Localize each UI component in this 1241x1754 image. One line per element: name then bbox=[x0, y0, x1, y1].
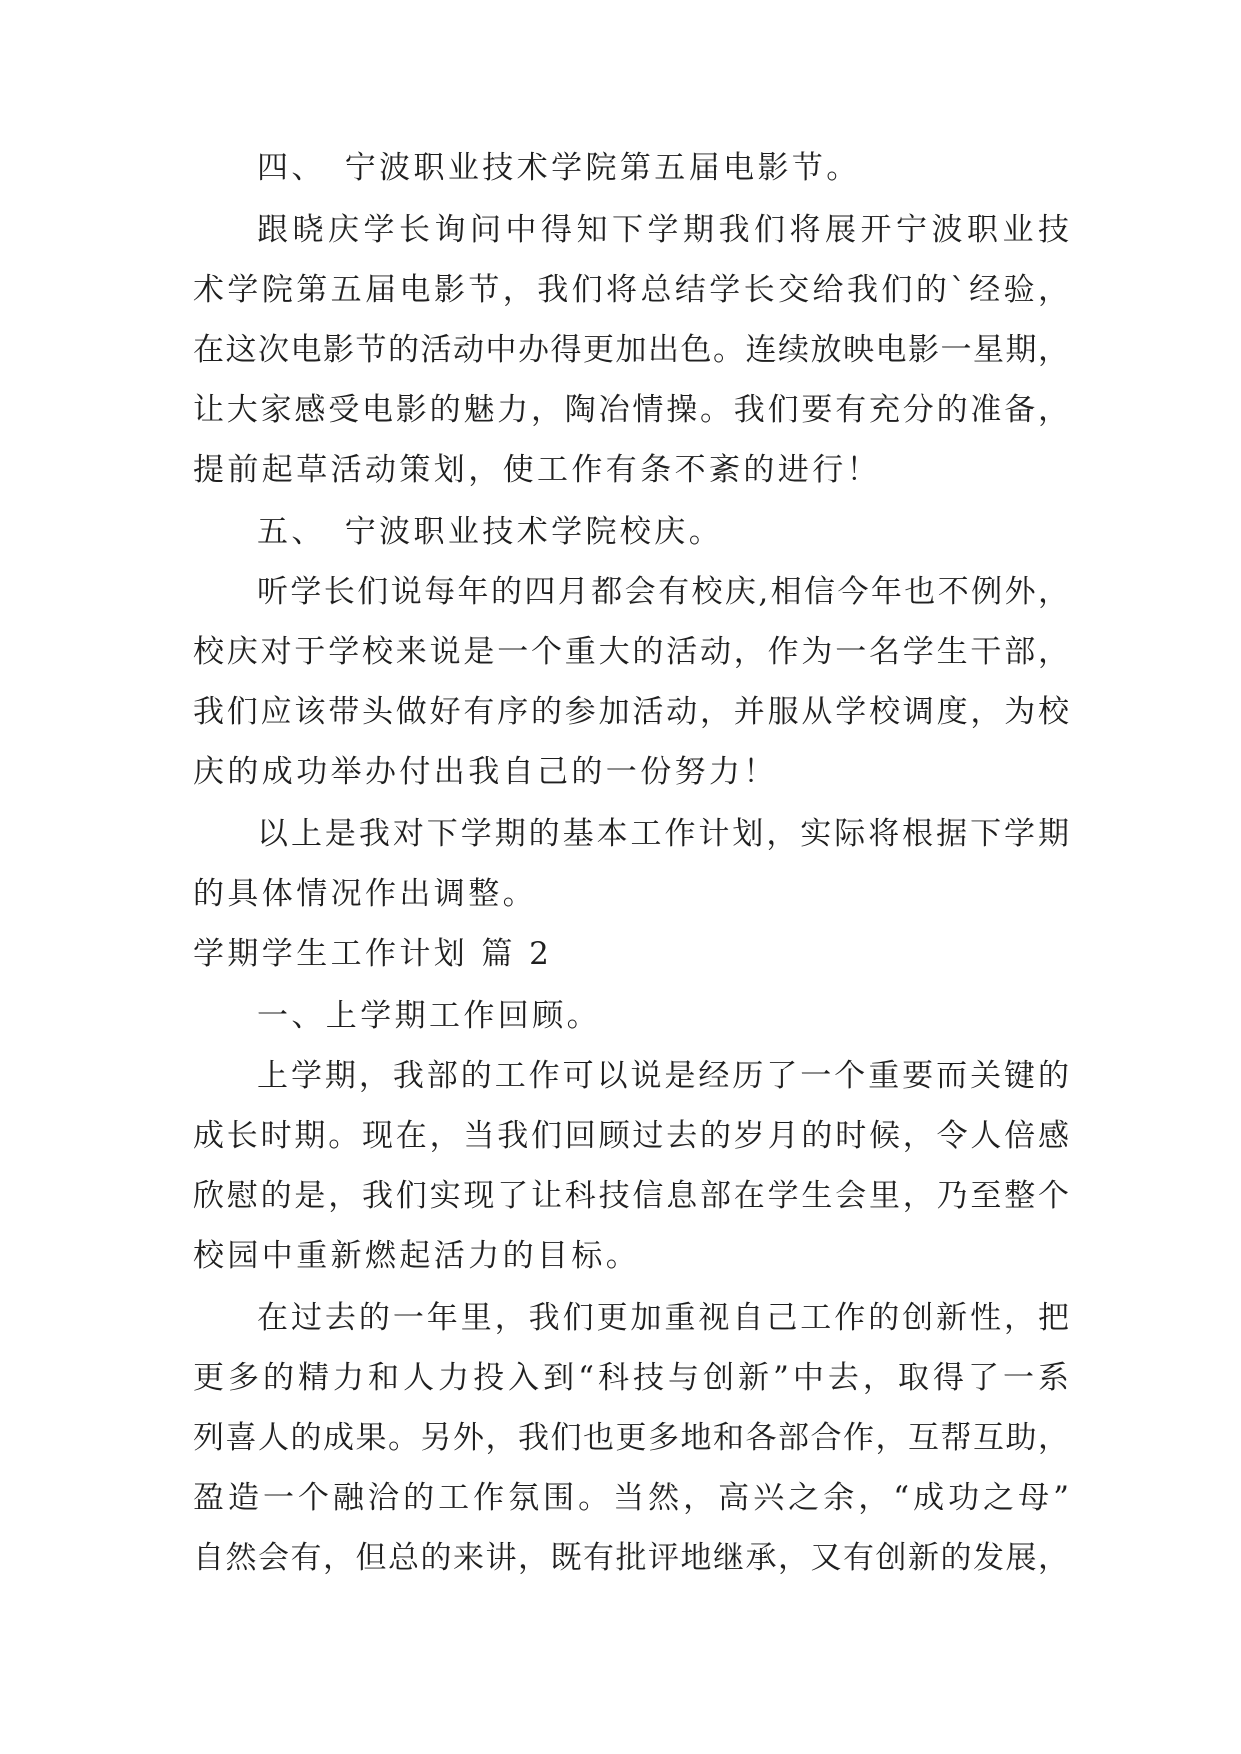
section-heading-review: 一、上学期工作回顾。 bbox=[257, 998, 601, 1034]
paragraph-line: 让大家感受电影的魅力，陶冶情操。我们要有充分的准备， bbox=[193, 392, 1069, 428]
section-heading-anniversary: 五、 宁波职业技术学院校庆。 bbox=[257, 514, 724, 550]
paragraph-line: 术学院第五届电影节，我们将总结学长交给我们的`经验， bbox=[193, 272, 1069, 308]
paragraph-line: 盈造一个融洽的工作氛围。当然，高兴之余，“成功之母” bbox=[193, 1480, 1069, 1516]
paragraph-line: 校庆对于学校来说是一个重大的活动，作为一名学生干部， bbox=[193, 634, 1069, 670]
paragraph-line: 上学期，我部的工作可以说是经历了一个重要而关键的 bbox=[257, 1058, 1069, 1094]
paragraph-line: 庆的成功举办付出我自己的一份努力！ bbox=[193, 754, 778, 790]
paragraph-line: 列喜人的成果。另外，我们也更多地和各部合作，互帮互助， bbox=[193, 1420, 1069, 1456]
paragraph-line: 以上是我对下学期的基本工作计划，实际将根据下学期 bbox=[257, 816, 1069, 852]
paragraph-line: 在过去的一年里，我们更加重视自己工作的创新性，把 bbox=[257, 1300, 1069, 1336]
document-subtitle: 学期学生工作计划 篇 2 bbox=[193, 936, 553, 972]
paragraph-line: 跟晓庆学长询问中得知下学期我们将展开宁波职业技 bbox=[257, 212, 1069, 248]
paragraph-line: 成长时期。现在，当我们回顾过去的岁月的时候，令人倍感 bbox=[193, 1118, 1069, 1154]
paragraph-line: 在这次电影节的活动中办得更加出色。连续放映电影一星期， bbox=[193, 332, 1069, 368]
paragraph-line: 我们应该带头做好有序的参加活动，并服从学校调度，为校 bbox=[193, 694, 1069, 730]
paragraph-line: 更多的精力和人力投入到“科技与创新”中去，取得了一系 bbox=[193, 1360, 1069, 1396]
paragraph-line: 提前起草活动策划，使工作有条不紊的进行！ bbox=[193, 452, 881, 488]
paragraph-line: 校园中重新燃起活力的目标。 bbox=[193, 1238, 641, 1274]
paragraph-line: 听学长们说每年的四月都会有校庆,相信今年也不例外， bbox=[257, 574, 1069, 610]
paragraph-line: 欣慰的是，我们实现了让科技信息部在学生会里，乃至整个 bbox=[193, 1178, 1069, 1214]
paragraph-line: 自然会有，但总的来讲，既有批评地继承，又有创新的发展， bbox=[193, 1540, 1069, 1576]
section-heading-film-festival: 四、 宁波职业技术学院第五届电影节。 bbox=[257, 150, 861, 186]
paragraph-line: 的具体情况作出调整。 bbox=[193, 876, 537, 912]
